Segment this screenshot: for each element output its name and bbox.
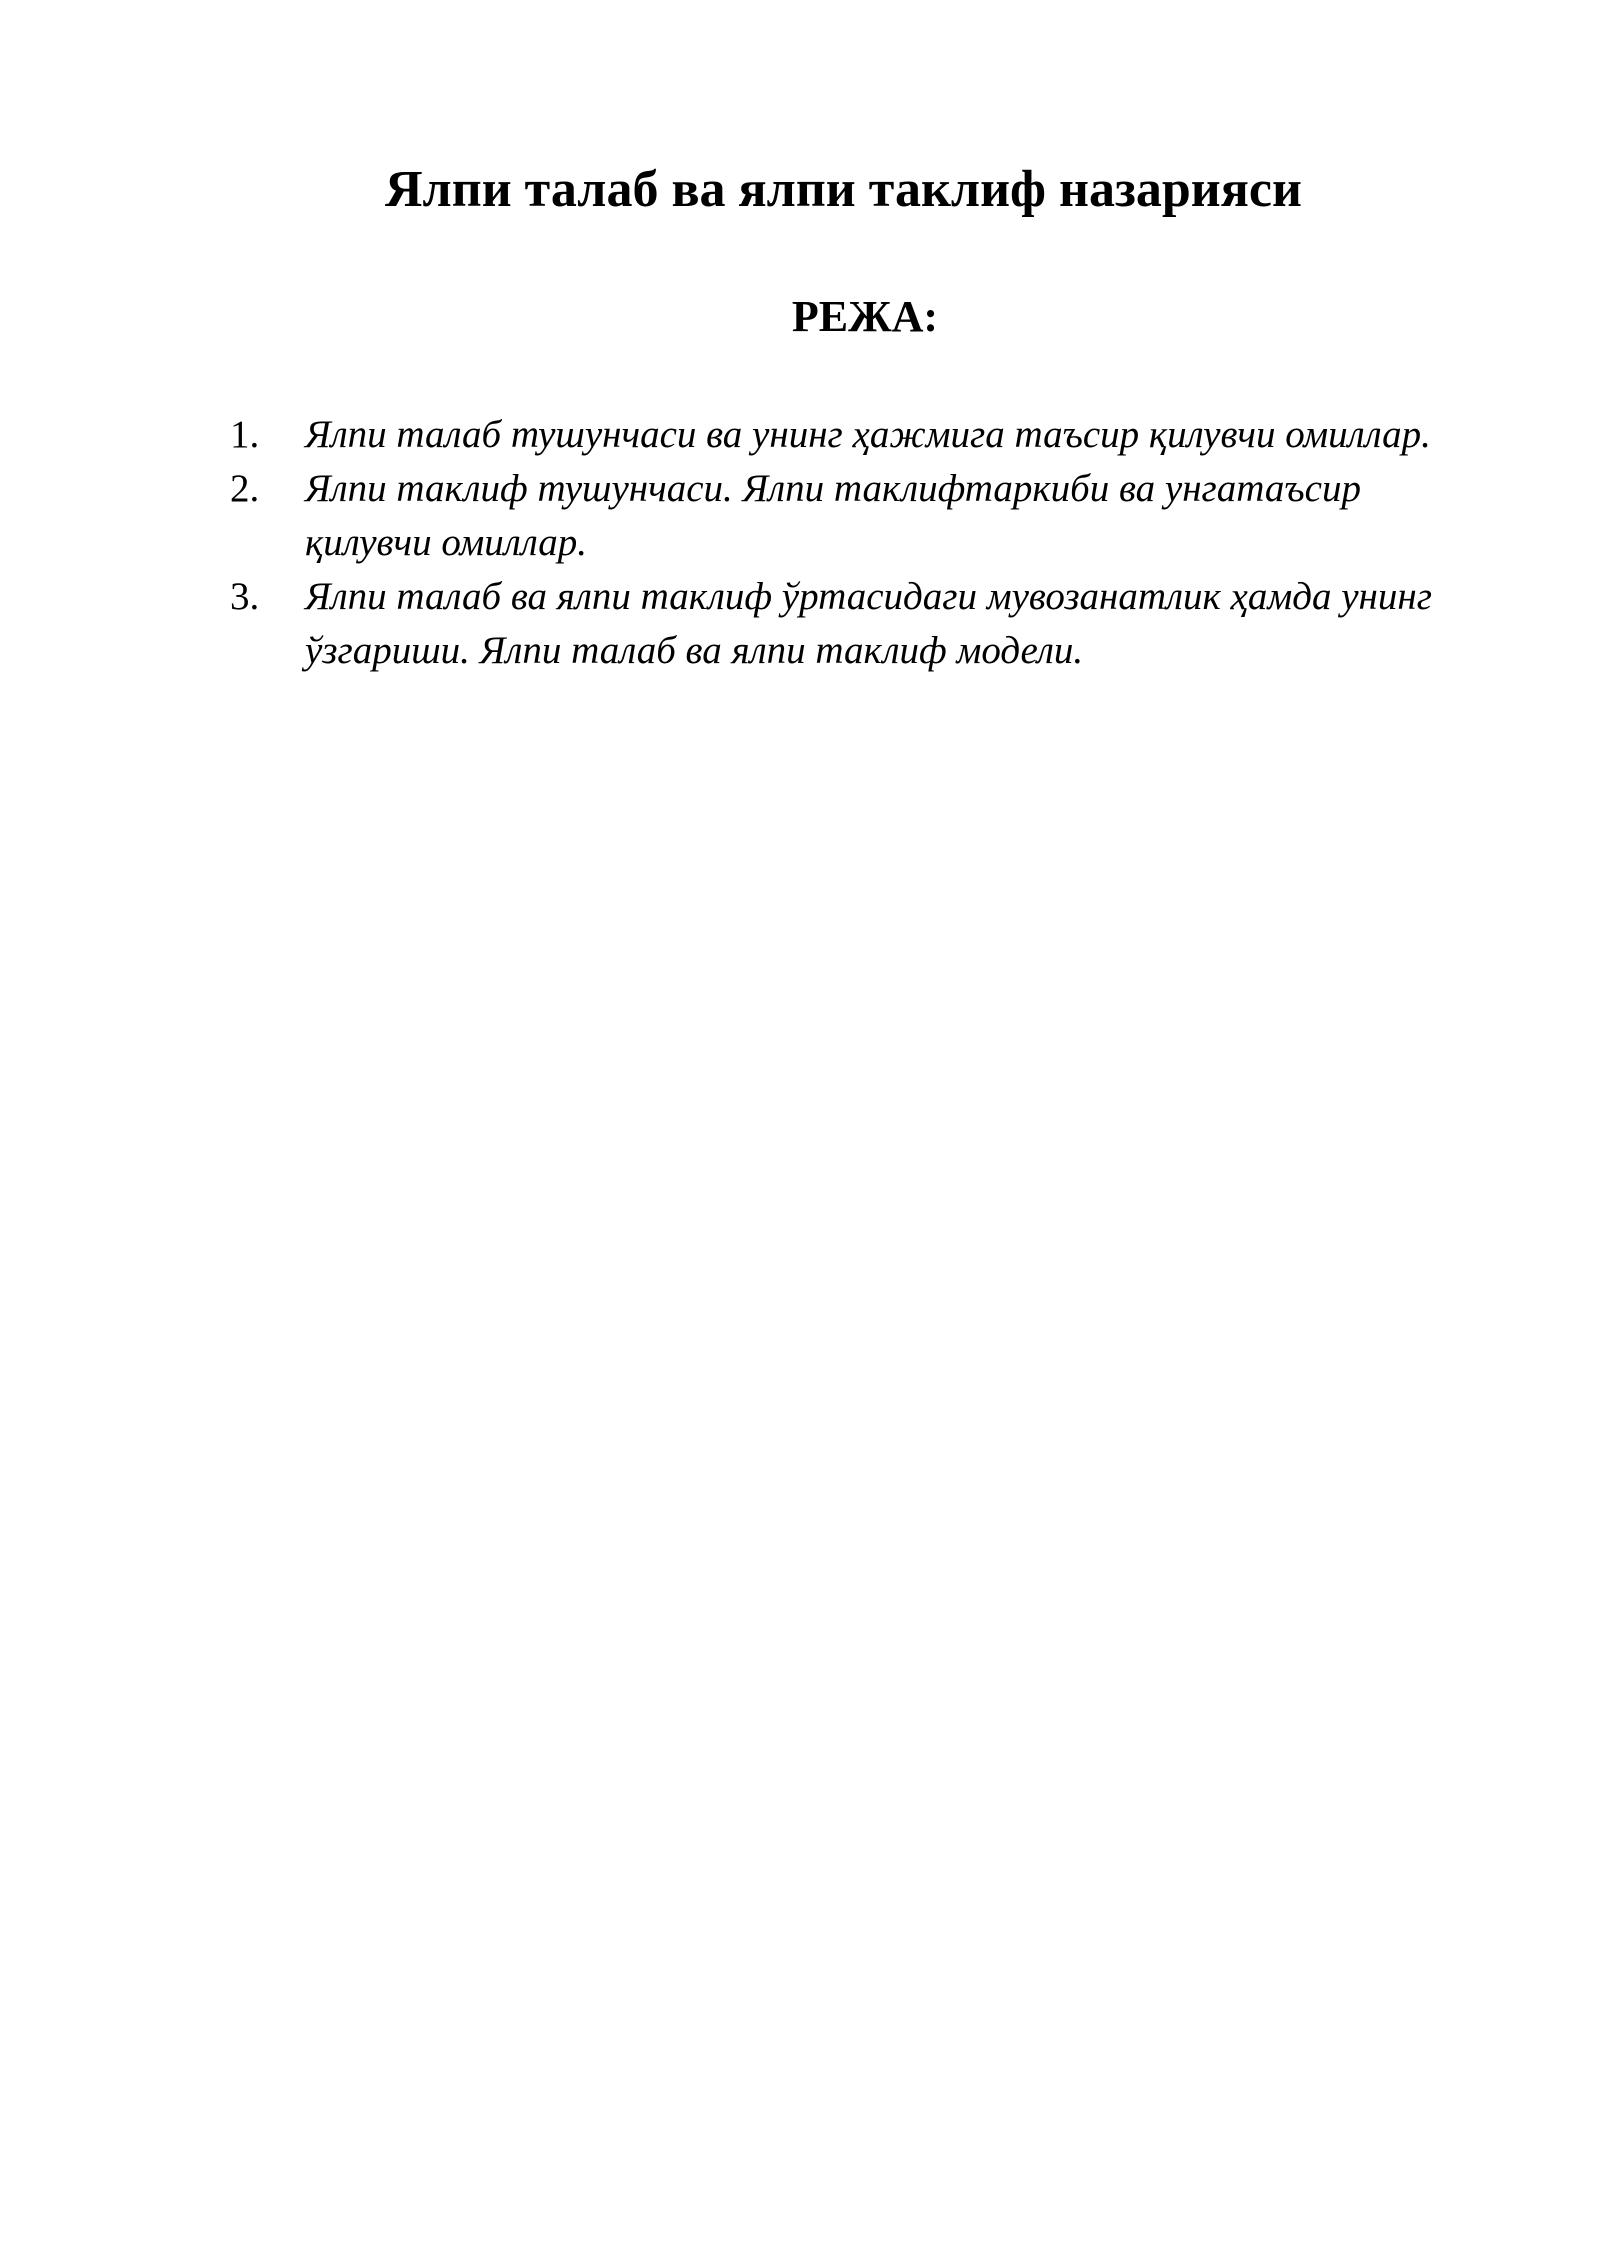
plan-item-number: 2. [230,467,260,510]
plan-item [0,408,1600,462]
plan-heading: РЕЖА: [791,292,939,341]
document-title: Ялпи талаб ва ялпи таклиф назарияси [385,161,1302,218]
plan-item-number: 1. [230,413,260,456]
plan-list [0,408,1600,678]
plan-item [0,462,1600,570]
plan-item-text: Ялпи таклиф тушунчаси. Ялпи таклифтаркиби ва унгатаъсир қилувчи омиллар. [305,467,1361,564]
plan-item [0,570,1600,678]
plan-item-text: Ялпи талаб тушунчаси ва унинг ҳажмига таъсир қилувчи омиллар. [305,413,1431,456]
plan-item-number: 3. [230,575,260,618]
plan-item-text: Ялпи талаб ва ялпи таклиф ўртасидаги мувозанатлик ҳамда унинг ўзгариши. Ялпи талаб ва ялпи таклиф модели. [305,575,1432,672]
